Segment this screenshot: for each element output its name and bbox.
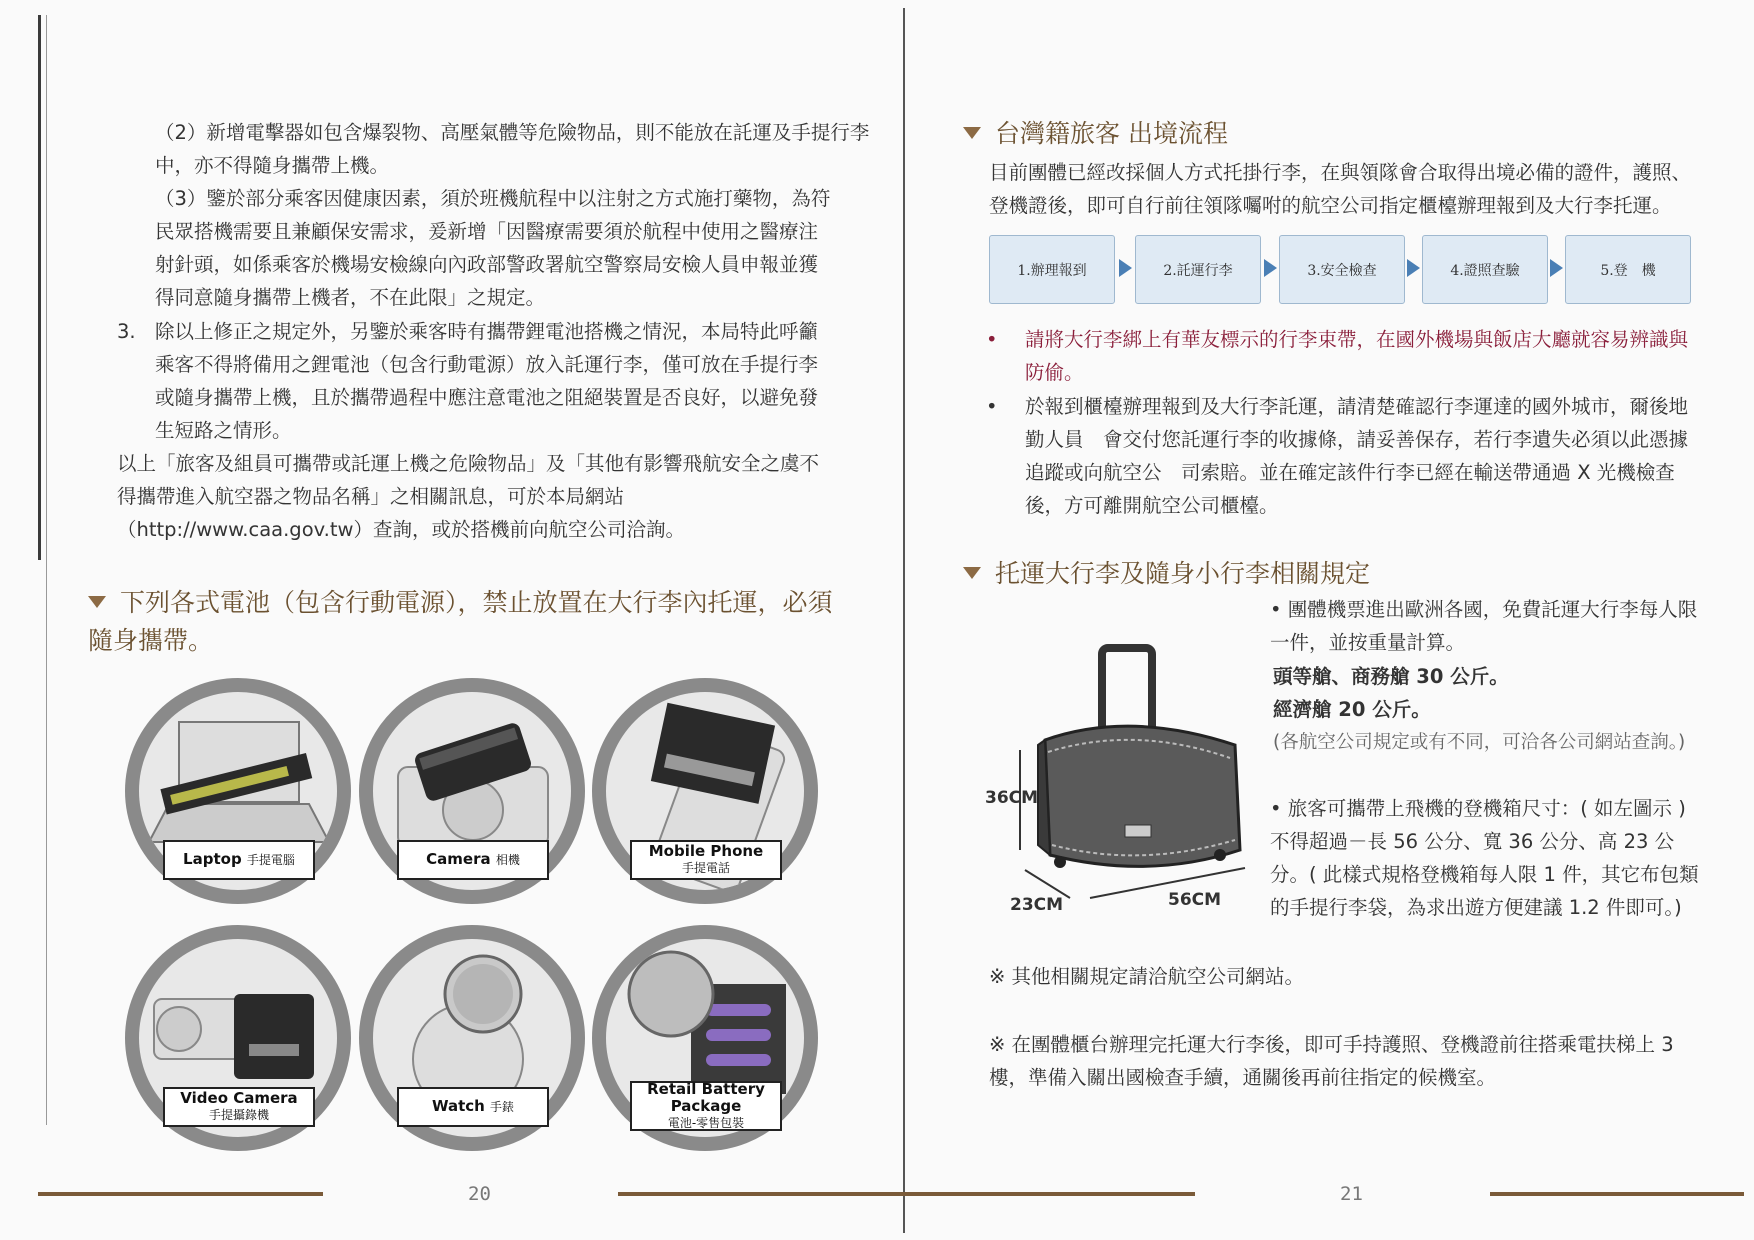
book-spine bbox=[903, 8, 905, 1233]
tile-label-zh: 相機 bbox=[495, 853, 520, 867]
paragraph-item-3-text: （3）鑒於部分乘客因健康因素，須於班機航程中以注射之方式施打藥物，為符民眾搭機需要且兼顧保安需求，爰新增「因醫療需要須於航程中使用之醫療注射針頭，如係乘客於機場安檢線向內政部警政署航空警察局安檢人員申報並獲得同意隨身攜帶上機者，不在此限」之規定。 bbox=[155, 187, 831, 309]
footer-rule-left bbox=[38, 1192, 323, 1196]
arrow-right-icon bbox=[1119, 259, 1132, 277]
tile-label bbox=[397, 840, 549, 880]
bullet-dot: • bbox=[986, 395, 998, 418]
tile-camera bbox=[359, 678, 585, 904]
paragraph-item-3 bbox=[155, 182, 833, 314]
page-edge bbox=[38, 15, 41, 560]
footer-rule-center-right bbox=[905, 1192, 1195, 1196]
other-rules-note: ※ 其他相關規定請洽航空公司網站。 bbox=[989, 965, 1305, 988]
tile-label-zh: 手提電話 bbox=[681, 861, 730, 875]
paragraph-reference: 以上「旅客及組員可攜帶或託運上機之危險物品」及「其他有影響飛航安全之虞不得攜帶進入航空器之物品名稱」之相關訊息，可於本局網站（http://www.caa.gov.tw）查詢，或於搭機前向航空公司洽詢。 bbox=[117, 452, 820, 541]
arrow-right-icon bbox=[1550, 259, 1563, 277]
footer-rule-right bbox=[1490, 1192, 1744, 1196]
step-passport: 4.證照查驗 bbox=[1422, 235, 1548, 304]
tile-label bbox=[163, 840, 315, 880]
free-baggage-rule: • 團體機票進出歐洲各國，免費託運大行李每人限一件，並按重量計算。 bbox=[1270, 598, 1698, 654]
tile-laptop bbox=[125, 678, 351, 904]
footer-rule-center-left bbox=[618, 1192, 905, 1196]
tile-label-zh: 電池-零售包裝 bbox=[667, 1115, 745, 1130]
first-business-allowance: 頭等艙、商務艙 30 公斤。 bbox=[1273, 665, 1509, 688]
page-number-left: 20 bbox=[468, 1183, 491, 1205]
tile-retail-battery bbox=[592, 925, 818, 1151]
tile-label-en: Mobile Phone bbox=[648, 842, 764, 860]
list-number-3: 3. bbox=[117, 320, 136, 343]
tile-label bbox=[397, 1087, 549, 1127]
triangle-bullet-icon bbox=[88, 596, 106, 608]
baggage-rules-heading bbox=[963, 555, 1663, 593]
airline-variance-note: (各航空公司規定或有不同，可洽各公司網站查詢。) bbox=[1273, 732, 1686, 753]
tile-label bbox=[630, 840, 782, 880]
tile-watch bbox=[359, 925, 585, 1151]
bullet-dot-red: • bbox=[986, 328, 998, 351]
carry-on-size-rule: • 旅客可攜帶上飛機的登機箱尺寸：( 如左圖示 ) 不得超過－長 56 公分、寬 36 公分、高 23 公分。( 此樣式規格登機箱每人限 1 件，其它布包類的手提行李袋，為求出遊方便建議 1.2 件即可。) bbox=[1270, 797, 1699, 919]
battery-section-heading bbox=[88, 584, 838, 660]
check-in-note: 於報到櫃檯辦理報到及大行李託運，請清楚確認行李運達的國外城市，爾後地勤人員 會交付您託運行李的收據條，請妥善保存，若行李遺失必須以此憑據追蹤或向航空公 司索賠。並在確定該件行李已經在輸送帶通過 X 光機檢查後，方可離開航空公司櫃檯。 bbox=[1025, 395, 1689, 517]
arrow-right-icon bbox=[1407, 259, 1420, 277]
step-boarding: 5.登 機 bbox=[1565, 235, 1691, 304]
tile-video-camera bbox=[125, 925, 351, 1151]
tile-label-en: Camera bbox=[426, 850, 491, 868]
tile-label-zh: 手提攝錄機 bbox=[208, 1108, 269, 1122]
battery-section-heading-text: 下列各式電池（包含行動電源），禁止放置在大行李內托運，必須隨身攜帶。 bbox=[88, 588, 833, 655]
paragraph-item-2 bbox=[117, 116, 870, 182]
paragraph-item-2-text: （2）新增電擊器如包含爆裂物、高壓氣體等危險物品，則不能放在託運及手提行李中，亦不得隨身攜帶上機。 bbox=[155, 121, 870, 177]
triangle-bullet-icon bbox=[963, 567, 981, 579]
economy-allowance: 經濟艙 20 公斤。 bbox=[1273, 698, 1431, 721]
step-check-in: 1.辦理報到 bbox=[989, 235, 1115, 304]
step-baggage: 2.託運行李 bbox=[1135, 235, 1261, 304]
tile-mobile-phone bbox=[592, 678, 818, 904]
departure-steps bbox=[989, 235, 1694, 304]
arrow-right-icon bbox=[1264, 259, 1277, 277]
departure-heading bbox=[963, 115, 1663, 153]
dimension-width-label: 23CM bbox=[1010, 895, 1064, 915]
suitcase-icon bbox=[990, 640, 1250, 920]
list-item-3-text: 除以上修正之規定外，另鑒於乘客時有攜帶鋰電池搭機之情況，本局特此呼籲乘客不得將備用之鋰電池（包含行動電源）放入託運行李，僅可放在手提行李或隨身攜帶上機，且於攜帶過程中應注意電池之阻絕裝置是否良好，以避免發生短路之情形。 bbox=[155, 320, 819, 442]
tile-label-zh: 手提電腦 bbox=[246, 853, 295, 867]
departure-intro: 目前團體已經改採個人方式托掛行李，在與領隊會合取得出境必備的證件，護照、登機證後，即可自行前往領隊囑咐的航空公司指定櫃檯辦理報到及大行李托運。 bbox=[989, 161, 1692, 217]
tile-label-en: Retail Battery Package bbox=[647, 1079, 765, 1115]
baggage-rules-heading-text: 托運大行李及隨身小行李相關規定 bbox=[995, 559, 1371, 588]
tile-label-en: Laptop bbox=[183, 850, 242, 868]
triangle-bullet-icon bbox=[963, 127, 981, 139]
dimension-height-label: 36CM bbox=[985, 788, 1039, 808]
tile-label-zh: 手錶 bbox=[490, 1100, 515, 1114]
luggage-strap-note: 請將大行李綁上有華友標示的行李束帶，在國外機場與飯店大廳就容易辨識與防偷。 bbox=[1025, 328, 1689, 384]
tile-label bbox=[630, 1081, 782, 1131]
page-number-right: 21 bbox=[1340, 1183, 1363, 1205]
dimension-length-label: 56CM bbox=[1168, 890, 1222, 910]
page-edge-line bbox=[46, 15, 47, 1125]
tile-label-en: Watch bbox=[431, 1097, 485, 1115]
departure-heading-text: 台灣籍旅客 出境流程 bbox=[995, 119, 1228, 148]
tile-label-en: Video Camera bbox=[180, 1089, 298, 1107]
tile-label bbox=[163, 1087, 315, 1127]
step-security: 3.安全檢查 bbox=[1279, 235, 1405, 304]
post-checkin-note: ※ 在團體櫃台辦理完托運大行李後，即可手持護照、登機證前往搭乘電扶梯上 3 樓，準備入關出國檢查手續，通關後再前往指定的候機室。 bbox=[989, 1033, 1674, 1089]
